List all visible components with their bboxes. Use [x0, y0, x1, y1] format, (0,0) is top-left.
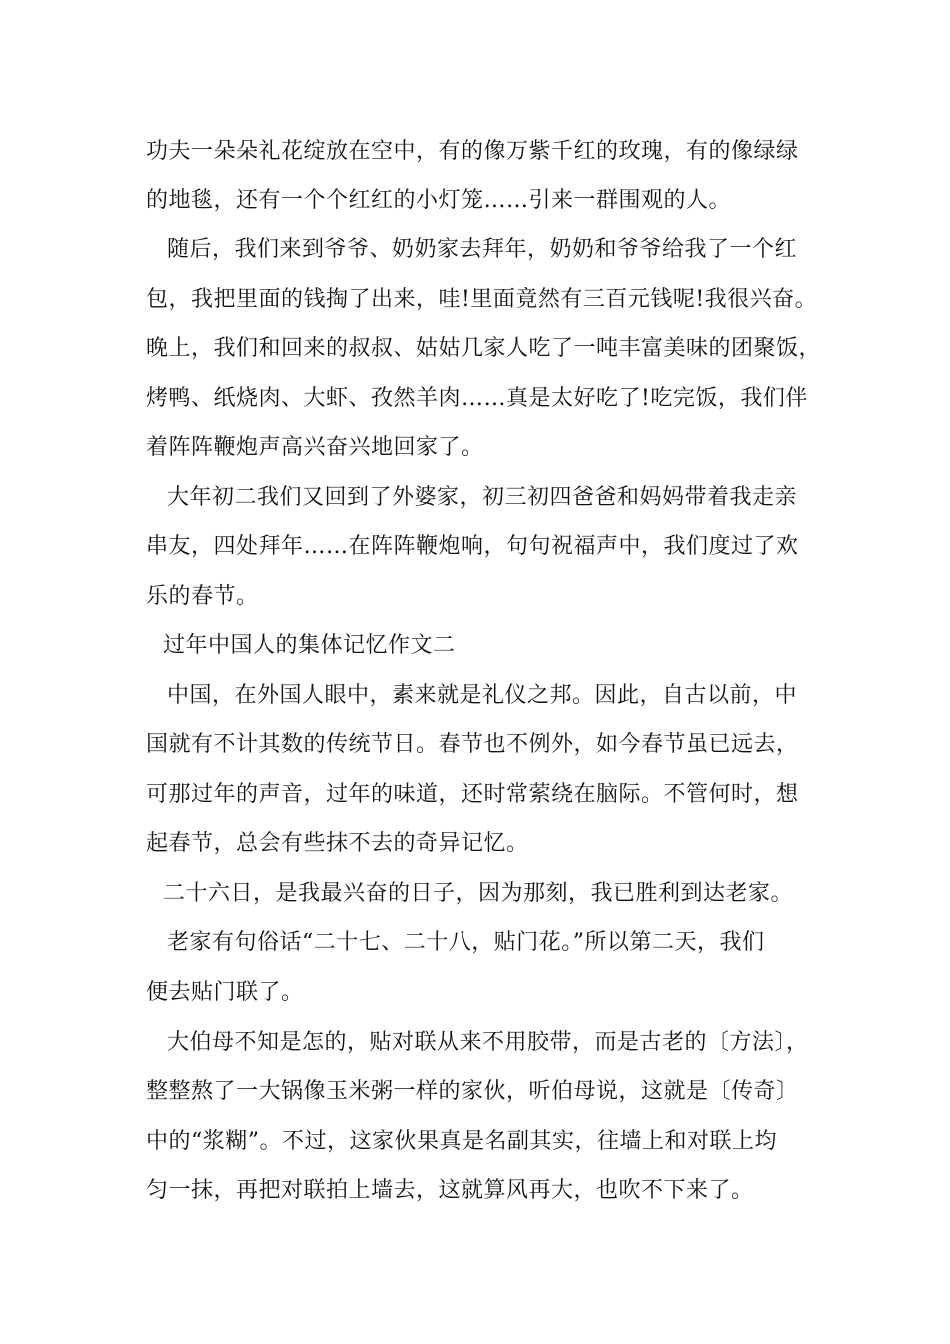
text-line: 功夫一朵朵礼花绽放在空中，有的像万紫千红的玫瑰，有的像绿绿 — [146, 139, 799, 164]
text-line: 的地毯，还有一个个红红的小灯笼……引来一群围观的人。 — [146, 188, 732, 213]
text-line: 国就有不计其数的传统节日。春节也不例外，如今春节虽已远去， — [146, 732, 799, 757]
text-line: 晚上，我们和回来的叔叔、姑姑几家人吃了一吨丰富美味的团聚饭， — [146, 336, 822, 361]
text-line: 匀一抹，再把对联拍上墙去，这就算风再大，也吹不下来了。 — [146, 1178, 754, 1203]
text-line: 大伯母不知是怎的，贴对联从来不用胶带，而是古老的〔方法〕， — [167, 1030, 809, 1055]
text-line: 起春节，总会有些抹不去的奇异记忆。 — [146, 831, 529, 856]
text-line: 便去贴门联了。 — [146, 980, 304, 1005]
text-line: 中的“浆糊”。不过，这家伙果真是名副其实，往墙上和对联上均 — [146, 1129, 777, 1154]
text-line: 串友，四处拜年……在阵阵鞭炮响，句句祝福声中，我们度过了欢 — [146, 534, 799, 559]
section-heading: 过年中国人的集体记忆作文二 — [163, 633, 456, 658]
text-line: 可那过年的声音，过年的味道，还时常萦绕在脑际。不管何时，想 — [146, 782, 799, 807]
text-line: 随后，我们来到爷爷、奶奶家去拜年，奶奶和爷爷给我了一个红 — [167, 237, 798, 262]
text-line: 中国，在外国人眼中，素来就是礼仪之邦。因此，自古以前，中 — [167, 683, 798, 708]
text-line: 二十六日，是我最兴奋的日子，因为那刻，我已胜利到达老家。 — [163, 881, 794, 906]
text-line: 乐的春节。 — [146, 584, 259, 609]
text-line: 烤鸭、纸烧肉、大虾、孜然羊肉……真是太好吃了!吃完饭，我们伴 — [146, 386, 808, 411]
text-line: 整整熬了一大锅像玉米粥一样的家伙，听伯母说，这就是〔传奇〕 — [146, 1079, 799, 1104]
text-line: 包，我把里面的钱掏了出来，哇!里面竟然有三百元钱呢!我很兴奋。 — [146, 287, 818, 312]
text-line: 着阵阵鞭炮声高兴奋兴地回家了。 — [146, 435, 484, 460]
text-line: 大年初二我们又回到了外婆家，初三初四爸爸和妈妈带着我走亲 — [167, 485, 798, 510]
text-line: 老家有句俗话“二十七、二十八，贴门花。”所以第二天，我们 — [167, 930, 765, 955]
